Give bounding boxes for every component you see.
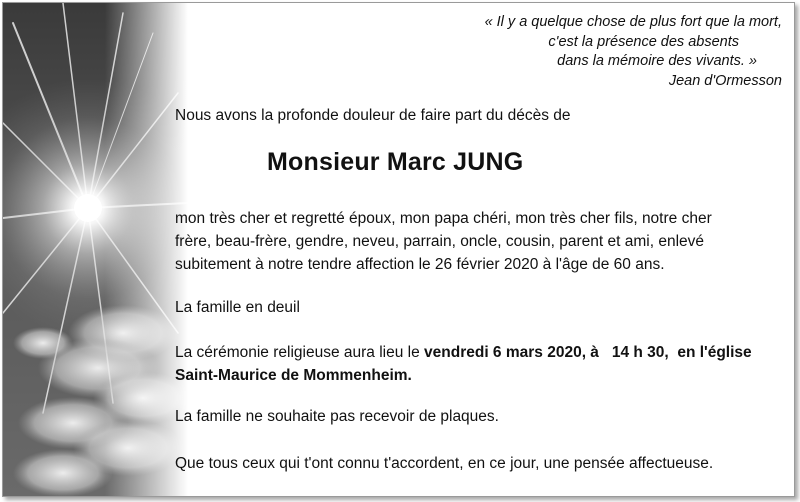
deceased-name: Monsieur Marc JUNG — [267, 148, 524, 176]
closing-sentence: Que tous ceux qui t'ont connu t'accordent, en ce jour, une pensée affectueuse. — [175, 455, 714, 472]
obituary-card — [2, 2, 795, 497]
quote-line-3: dans la mémoire des vivants. » — [557, 53, 757, 69]
family-relations-paragraph — [175, 207, 712, 276]
ceremony-date-time: vendredi 6 mars 2020, à 14 h 30, en l'église — [424, 344, 752, 361]
ceremony-line-1 — [175, 341, 752, 364]
quote-line-1: « Il y a quelque chose de plus fort que la mort, — [484, 14, 782, 30]
quote-author: Jean d'Ormesson — [668, 72, 782, 89]
announcement-intro: Nous avons la profonde douleur de faire part du décès de — [175, 107, 571, 124]
ceremony-prefix: La cérémonie religieuse aura lieu le — [175, 344, 425, 361]
family-mourning-line: La famille en deuil — [175, 299, 300, 316]
quote-line-2: c'est la présence des absents — [548, 33, 739, 50]
sun-rays-clouds-photo — [3, 3, 188, 496]
ceremony-place: Saint-Maurice de Mommenheim. — [175, 367, 412, 384]
description-line-3: subitement à notre tendre affection le 26 février 2020 à l'âge de 60 ans. — [175, 256, 665, 273]
description-line-1: mon très cher et regretté époux, mon papa chéri, mon très cher fils, notre cher — [175, 210, 712, 227]
ceremony-paragraph — [175, 341, 752, 387]
description-line-2: frère, beau-frère, gendre, neveu, parrain, oncle, cousin, parent et ami, enlevé — [175, 233, 705, 250]
no-plaques-note: La famille ne souhaite pas recevoir de plaques. — [175, 408, 499, 425]
epigraph-quote — [362, 13, 782, 91]
